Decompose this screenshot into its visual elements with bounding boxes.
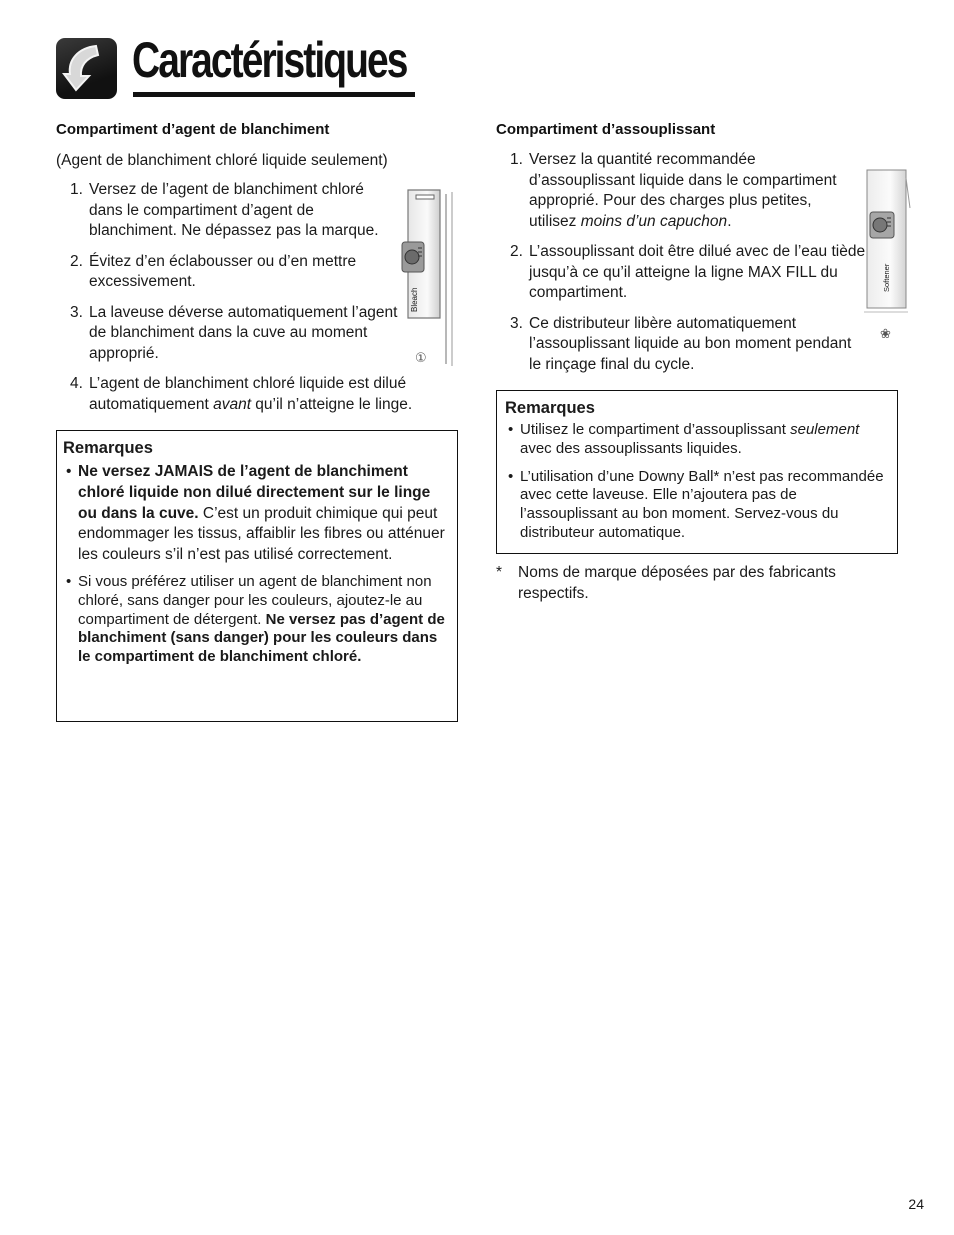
footnote xyxy=(496,562,876,604)
bleach-label: Bleach xyxy=(410,287,419,312)
bleach-intro: (Agent de blanchiment chloré liquide seulement) xyxy=(56,152,388,169)
title-underline xyxy=(133,92,415,97)
softener-notes-box xyxy=(496,390,898,554)
list-item: 3. Ce distributeur libère automatiquement l’assouplissant liquide au bon moment pendant le rinçage final du cycle. xyxy=(510,314,852,373)
list-item: • Utilisez le compartiment d’assouplissant seulement avec des assouplissants liquides. xyxy=(508,421,860,457)
softener-heading: Compartiment d’assouplissant xyxy=(496,121,716,138)
softener-symbol-icon: ❀ xyxy=(880,326,891,341)
list-item: 1. Versez de l’agent de blanchiment chloré dans le compartiment d’agent de blanchiment. Ne dépassez pas la marque. xyxy=(70,181,379,239)
notes-title: Remarques xyxy=(63,439,153,457)
softener-steps xyxy=(496,150,866,375)
softener-dispenser-figure xyxy=(862,166,914,346)
bleach-steps xyxy=(56,180,413,415)
footnote-mark: * xyxy=(496,564,503,581)
list-item: • L’utilisation d’une Downy Ball* n’est pas recommandée avec cette laveuse. Elle n’ajoutera pas de l’assouplissant au bon moment. Servez-vous du distributeur automatique. xyxy=(508,467,884,541)
list-item: 2. Évitez d’en éclabousser ou d’en mettre excessivement. xyxy=(70,252,357,290)
bleach-heading: Compartiment d’agent de blanchiment xyxy=(56,121,330,138)
footnote-text: Noms de marque déposées par des fabricants respectifs. xyxy=(518,564,836,602)
page-title: Caractéristiques xyxy=(132,32,407,88)
list-item: 4. L’agent de blanchiment chloré liquide est dilué automatiquement avant qu’il n’atteigne le linge. xyxy=(70,375,413,413)
list-item: • Ne versez JAMAIS de l’agent de blanchiment chloré liquide non dilué directement sur le linge ou dans la cuve. C’est un produit chimique qui peut endommager les tissus, affaiblir les fibres ou atténuer les couleurs s’il n’est pas utilisé correctement. xyxy=(66,463,445,564)
notes-title: Remarques xyxy=(505,399,595,417)
list-item: • Si vous préférez utiliser un agent de blanchiment non chloré, sans danger pour les couleurs, ajoutez-le au compartiment de détergent. Ne versez pas d’agent de blanchiment (sans danger) pour les couleurs dans le compartiment de blanchiment chloré. xyxy=(66,572,445,666)
list-item: 3. La laveuse déverse automatiquement l’agent de blanchiment dans la cuve au moment approprié. xyxy=(70,303,398,362)
softener-label: Softener xyxy=(882,263,891,292)
bleach-symbol-icon: ① xyxy=(415,350,427,365)
list-item: 2. L’assouplissant doit être dilué avec de l’eau tiède jusqu’à ce qu’il atteigne la ligne MAX FILL du compartiment. xyxy=(510,243,866,301)
list-item: 1. Versez la quantité recommandée d’assouplissant liquide dans le compartiment approprié. Pour des charges plus petites, utilisez moins d’un capuchon. xyxy=(510,151,837,230)
chapter-logo xyxy=(56,38,117,99)
page-number: 24 xyxy=(908,1196,924,1212)
bleach-notes-box xyxy=(56,430,458,722)
curved-arrow-icon xyxy=(56,38,117,99)
bleach-dispenser-figure xyxy=(398,186,458,368)
